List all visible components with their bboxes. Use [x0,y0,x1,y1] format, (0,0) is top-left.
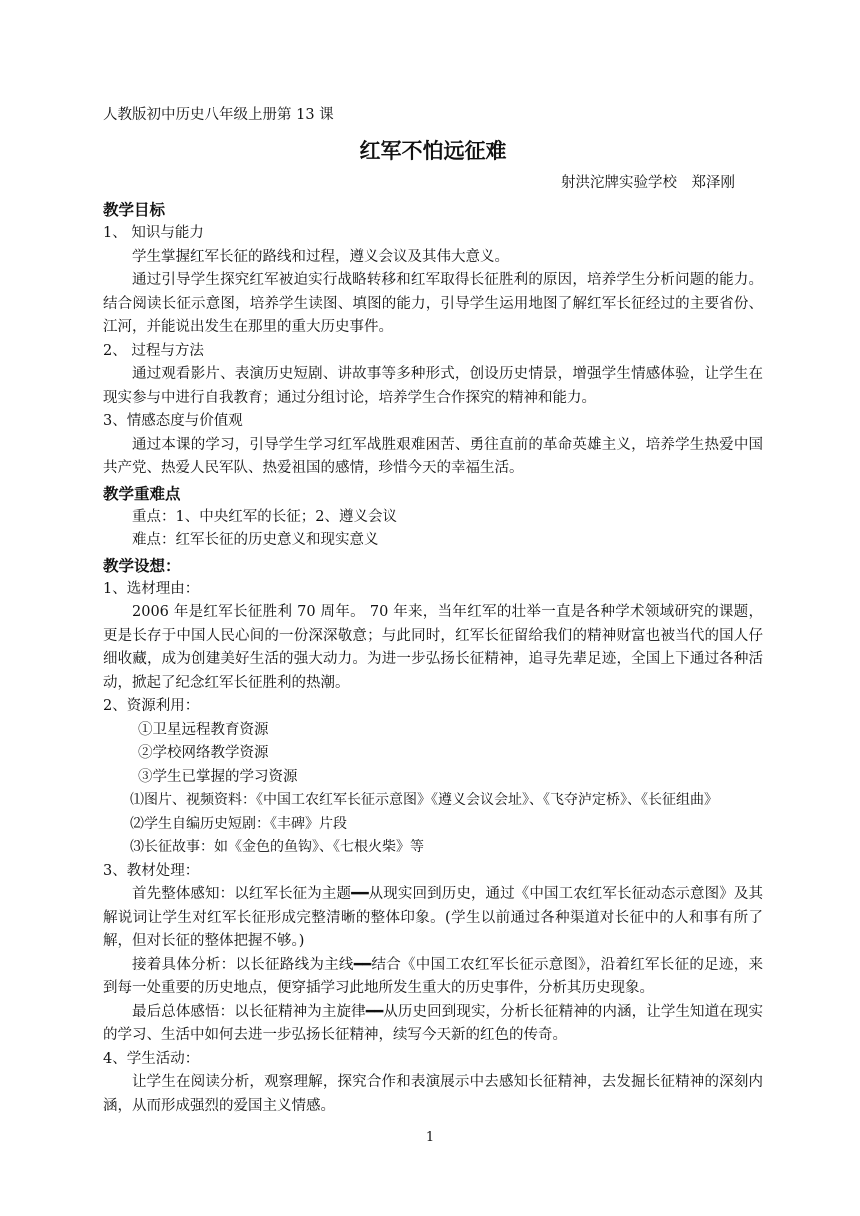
design-subheading-2: 2、资源利用： [103,698,200,714]
design-heading: 教学设想： [103,556,181,575]
material-item: ⑵学生自编历史短剧：《丰碑》片段 [130,815,347,832]
design-subheading-3: 3、教材处理： [103,862,200,879]
goals-paragraph: 学生掌握红军长征的路线和过程，遵义会议及其伟大意义。 [132,248,509,265]
resource-item: ②学校网络教学资源 [138,745,269,761]
design-paragraph: 让学生在阅读分析，观察理解，探究合作和表演展示中去感知长征精神，去发掘长征精神的深刻内涵，从而形成强烈的爱国主义情感。 [103,1074,763,1114]
design-paragraph: 最后总体感悟：以长征精神为主旋律━━从历史回到现实，分析长征精神的内涵，让学生知道在现实的学习、生活中如何去进一步弘扬长征精神，续写今天新的红色的传奇。 [103,1003,763,1043]
resource-item: ①卫星远程教育资源 [138,721,269,738]
goals-paragraph: 通过引导学生探究红军被迫实行战略转移和红军取得长征胜利的原因，培养学生分析问题的能力。结合阅读长征示意图，培养学生读图、填图的能力，引导学生运用地图了解红军长征经过的主要省份、江河，并能说出发生在那里的重大历史事件。 [103,272,763,335]
design-paragraph: 接着具体分析：以长征路线为主线━━结合《中国工农红军长征示意图》，沿着红军长征的足迹，来到每一处重要的历史地点，便穿插学习此地所发生重大的历史事件，分析其历史现象。 [103,956,763,996]
goals-subheading-2: 2、 过程与方法 [103,342,204,359]
resource-item: ③学生已掌握的学习资源 [138,768,298,785]
lesson-title: 红军不怕远征难 [359,138,507,163]
page-number: 1 [425,1130,435,1145]
goals-subheading-3: 3、情感态度与价值观 [103,413,243,429]
material-item: ⑶长征故事：如《金色的鱼钩》、《七根火柴》等 [130,839,424,855]
author-line: 射洪沱牌实验学校 郑泽刚 [561,174,735,191]
key-point: 重点：1、中央红军的长征；2、遵义会议 [132,508,397,525]
design-subheading-4: 4、学生活动： [103,1050,200,1067]
difficulty-point: 难点：红军长征的历史意义和现实意义 [132,532,379,548]
material-item: ⑴图片、视频资料：《中国工农红军长征示意图》《遵义会议会址》、《飞夺泸定桥》、《长征组曲》 [130,792,718,808]
key-points-heading: 教学重难点 [103,484,181,503]
document-body [103,104,763,1118]
goals-paragraph: 通过观看影片、表演历史短剧、讲故事等多种形式，创设历史情景，增强学生情感体验，让学生在现实参与中进行自我教育；通过分组讨论，培养学生合作探究的精神和能力。 [103,366,763,406]
goals-paragraph: 通过本课的学习，引导学生学习红军战胜艰难困苦、勇往直前的革命英雄主义，培养学生热爱中国共产党、热爱人民军队、热爱祖国的感情，珍惜今天的幸福生活。 [103,436,763,476]
goals-heading: 教学目标 [103,201,166,219]
design-subheading-1: 1、选材理由： [103,580,200,597]
course-header: 人教版初中历史八年级上册第 13 课 [103,107,334,123]
design-paragraph: 首先整体感知：以红军长征为主题━━从现实回到历史，通过《中国工农红军长征动态示意图》及其解说词让学生对红军长征形成完整清晰的整体印象。(学生以前通过各种渠道对长征中的人和事有所了解，但对长征的整体把握不够。) [103,886,763,949]
design-paragraph: 2006 年是红军长征胜利 70 周年。 70 年来，当年红军的壮举一直是各种学术领域研究的课题，更是长存于中国人民心间的一份深深敬意；与此同时，红军长征留给我们的精神财富也被当代的国人仔细收藏，成为创建美好生活的强大动力。为进一步弘扬长征精神，追寻先辈足迹，全国上下通过各种活动，掀起了纪念红军长征胜利的热潮。 [103,604,763,691]
goals-subheading-1: 1、 知识与能力 [103,225,204,241]
